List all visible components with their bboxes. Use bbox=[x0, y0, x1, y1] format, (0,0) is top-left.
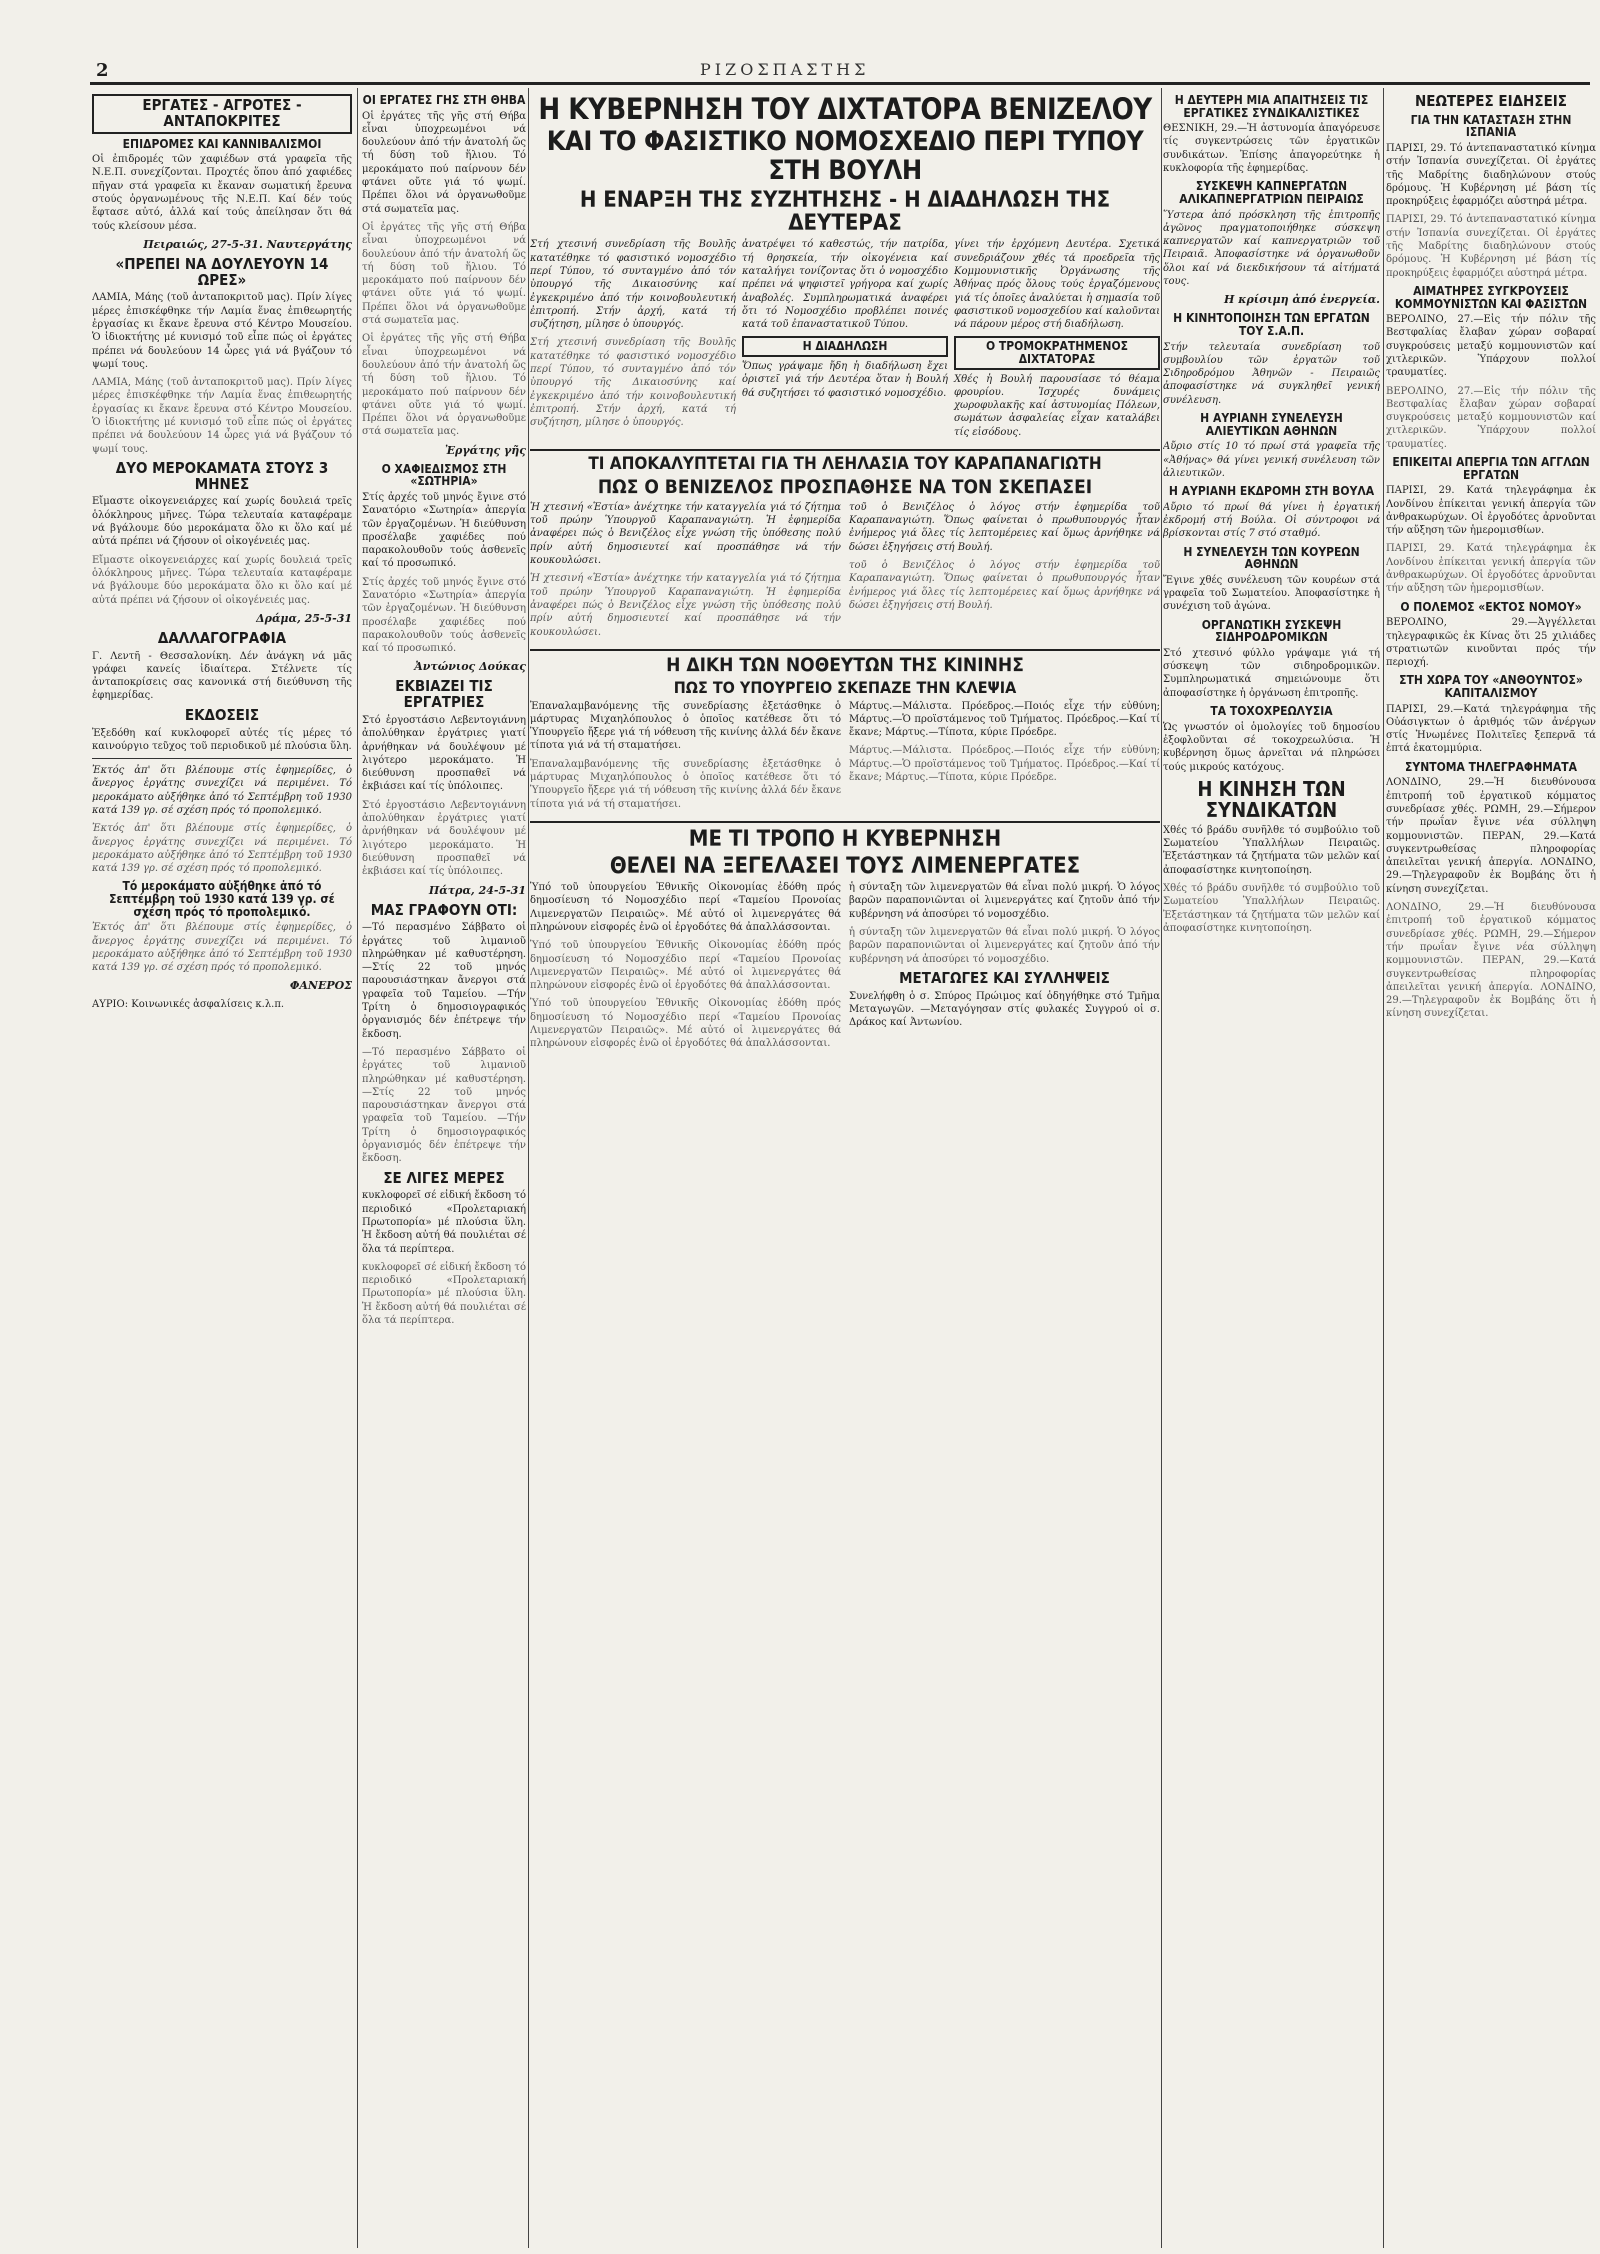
article-body: Στήν τελευταία συνεδρίαση τοῦ συμβουλίου τῶν ἐργατῶν τοῦ Σιδηροδρόμου Ἀθηνῶν - Πειραιῶς ἀποφασίστηκε νά συγκληθεῖ γενική συνέλευση. bbox=[1163, 341, 1380, 406]
article-body: κυκλοφορεῖ σέ εἰδική ἔκδοση τό περιοδικό «Προλεταριακή Πρωτοπορία» μέ πλούσια ὕλη. Ἡ ἔκδοση αὐτή θά πουλιέται σέ ὅλα τά περίπτερα. bbox=[362, 1261, 526, 1327]
article-body: Μάρτυς.—Μάλιστα. Πρόεδρος.—Ποιός εἶχε τήν εὐθύνη; Μάρτυς.—Ὁ προϊστάμενος τοῦ Τμήματος. Πρόεδρος.—Καί τί ἔκανε; Μάρτυς.—Τίποτα, κύριε Πρόεδρε. bbox=[849, 745, 1160, 784]
article-body: Ὅπως γράψαμε ἤδη ἡ διαδήλωση ἔχει ὁριστεῖ γιά τήν Δευτέρα ὅταν ἡ Βουλή θά συζητήσει τό φασιστικό νομοσχέδιο. bbox=[742, 360, 948, 399]
article-body: ἀνατρέψει τό καθεστώς, τήν πατρίδα, τή θρησκεία, τήν οἰκογένεια καί καταλήγει τονίζοντας ὅτι ὁ νομοσχέδιο πρέπει νά ψηφιστεῖ γρήγορα καί χωρίς ἀναβολές. Συμπληρωματικά ἀναφέρει ὅτι τό Νομοσχέδιο προβλέπει ποινές κατά τοῦ ἐπαναστατικοῦ Τύπου. bbox=[742, 239, 948, 331]
article-body: Εἴμαστε οἰκογενειάρχες καί χωρίς δουλειά τρεῖς ὁλόκληρους μῆνες. Τώρα τελευταία καταφέραμε νά βγάλουμε δύο μεροκάματα ὅλο κι ὅλο καί μέ αὐτά πρέπει νά ζήσουν οἱ οἰκογένειές μας. bbox=[92, 496, 352, 548]
article-body: ΠΑΡΙΣΙ, 29. Κατά τηλεγράφημα ἐκ Λονδίνου ἐπίκειται γενική ἀπεργία τῶν ἀνθρακωρύχων. Οἱ ἐργοδότες ἀρνοῦνται τήν αὔξηση τῶν ἡμερομισθίων. bbox=[1386, 485, 1596, 537]
article-body: Ἔγινε χθές συνέλευση τῶν κουρέων στά γραφεῖα τοῦ Σωματείου. Ἀποφασίστηκε ἡ συνέχιση τοῦ ἀγώνα. bbox=[1163, 574, 1380, 613]
article-headline: Η ΚΙΝΗΤΟΠΟΙΗΣΗ ΤΩΝ ΕΡΓΑΤΩΝ ΤΟΥ Σ.Α.Π. bbox=[1173, 311, 1370, 338]
page-number: 2 bbox=[96, 60, 109, 81]
article-body: Οἱ ἐργάτες τῆς γῆς στή Θήβα εἶναι ὑποχρεωμένοι νά δουλεύουν ἀπό τήν ἀνατολή ὥς τή δύση τοῦ ἥλιου. Τό μεροκάματο πού παίρνουν δέν φτάνει οὔτε γιά τό ψωμί. Πρέπει ὅλοι νά ὀργανωθοῦμε στά σωματεῖα μας. bbox=[362, 221, 526, 327]
article-headline: ΤΑ ΤΟΧΟΧΡΕΩΛΥΣΙΑ bbox=[1210, 704, 1333, 719]
article-headline: ΣΕ ΛΙΓΕΣ ΜΕΡΕΣ bbox=[383, 1168, 505, 1187]
article-headline: Ο ΠΟΛΕΜΟΣ «ΕΚΤΟΣ ΝΟΜΟΥ» bbox=[1400, 599, 1582, 614]
article-body: Στίς ἀρχές τοῦ μηνός ἔγινε στό Σανατόριο «Σωτηρία» ἀπεργία τῶν ἐργαζομένων. Ἡ διεύθυνση προσέλαβε χαφιέδες πού παρακολουθοῦν τούς ἀσθενεῖς καί τό προσωπικό. bbox=[362, 576, 526, 655]
article-signature: Πειραιώς, 27-5-31. Ναυτεργάτης bbox=[143, 237, 352, 251]
article-subheading: Ο ΤΡΟΜΟΚΡΑΤΗΜΕΝΟΣ ΔΙΧΤΑΤΟΡΑΣ bbox=[954, 336, 1160, 369]
article-headline: ΣΥΣΚΕΨΗ ΚΑΠΝΕΡΓΑΤΩΝ ΑΛΙΚΑΠΝΕΡΓΑΤΡΙΩΝ ΠΕΙΡΑΙΩΣ bbox=[1179, 179, 1364, 206]
article-headline: ΕΚΒΙΑΖΕΙ ΤΙΣ ΕΡΓΑΤΡΙΕΣ bbox=[395, 677, 493, 712]
article-body: ΠΑΡΙΣΙ, 29.—Κατά τηλεγράφημα τῆς Οὐάσιγκτων ὁ ἀριθμός τῶν ἀνέργων στίς Ἡνωμένες Πολιτεῖες ξεπερνᾶ τά ἑπτά ἑκατομμύρια. bbox=[1386, 703, 1596, 755]
main-subheadline: Η ΕΝΑΡΞΗ ΤΗΣ ΣΥΖΗΤΗΣΗΣ - Η ΔΙΑΔΗΛΩΣΗ ΤΗΣ ΔΕΥΤΕΡΑΣ bbox=[579, 188, 1111, 237]
article-headline: ΟΡΓΑΝΩΤΙΚΗ ΣΥΣΚΕΨΗ ΣΙΔΗΡΟΔΡΟΜΙΚΩΝ bbox=[1201, 617, 1342, 645]
article-body: Ὑπό τοῦ ὑπουργείου Ἐθνικῆς Οἰκονομίας ἐδόθη πρός δημοσίευση τό Νομοσχέδιο περί «Ταμείου Προνοίας Λιμενεργατῶν Πειραιῶς». Μέ αὐτό οἱ λιμενεργάτες θά πληρώνουν εἰσφορές ἐνῶ οἱ ἐργοδότες θά ἀπαλλάσσονται. bbox=[530, 940, 841, 992]
article-headline: Τό μεροκάματο αὐξήθηκε ἀπό τό Σεπτέμβρη τοῦ 1930 κατά 139 γρ. σέ σχέση πρός τό προπολεμικό. bbox=[109, 879, 335, 919]
article-body: ΛΟΝΔΙΝΟ, 29.—Ἡ διευθύνουσα ἐπιτροπή τοῦ ἐργατικοῦ κόμματος συνεδρίασε χθές. ΡΩΜΗ, 29.—Σήμερον τήν πρωΐαν ἔγινε νέα σύλληψη κομμουνιστῶν. ΠΕΡΑΝ, 29.—Κατά συγκεντρωθείσας πληροφορίας ἀπειλεῖται γενική ἀπεργία. ΛΟΝΔΙΝΟ, 29.—Τηλεγραφοῦν ἐκ Βομβάης ὅτι ἡ κίνηση συνεχίζεται. bbox=[1386, 902, 1596, 1020]
article-body: ΠΑΡΙΣΙ, 29. Τό ἀντεπαναστατικό κίνημα στήν Ἰσπανία συνεχίζεται. Οἱ ἐργάτες τῆς Μαδρίτης διαδηλώνουν στούς δρόμους. Ἡ Κυβέρνηση μέ βάση τίς προκηρύξεις ἐφαρμόζει αὐστηρά μέτρα. bbox=[1386, 214, 1596, 279]
article-signature: Η κρίσιμη ἀπό ἐνεργεία. bbox=[1224, 293, 1380, 307]
article-headline: Η ΔΕΥΤΕΡΗ ΜΙΑ ΑΠΑΙΤΗΣΕΙΣ ΤΙΣ ΕΡΓΑΤΙΚΕΣ ΣΥΝΔΙΚΑΛΙΣΤΙΚΕΣ bbox=[1174, 93, 1369, 120]
article-body: Στή χτεσινή συνεδρίαση τῆς Βουλῆς κατατέθηκε τό φασιστικό νομοσχέδιο περί Τύπου, τό συνταγμένο ἀπό τόν ὑπουργό τῆς Δικαιοσύνης καί ἐγκεκριμένο ἀπό τήν κοινοβουλευτική ἐπιτροπή. Στήν ἀρχή, κατά τή συζήτηση, μίλησε ὁ ὑπουργός. bbox=[530, 337, 736, 429]
article-body: Ὑπό τοῦ ὑπουργείου Ἐθνικῆς Οἰκονομίας ἐδόθη πρός δημοσίευση τό Νομοσχέδιο περί «Ταμείου Προνοίας Λιμενεργατῶν Πειραιῶς». Μέ αὐτό οἱ λιμενεργάτες θά πληρώνουν εἰσφορές ἐνῶ οἱ ἐργοδότες θά ἀπαλλάσσονται. bbox=[530, 882, 841, 933]
article-body: Ἐπαναλαμβανόμενης τῆς συνεδρίασης ἐξετάσθηκε ὁ μάρτυρας Μιχαηλόπουλος ὁ ὁποῖος κατέθεσε ὅτι τό Ὑπουργεῖο ἤξερε γιά τή νόθευση τῆς κινίνης ἀλλά δέν ἔκανε τίποτα γιά νά τή σταματήσει. bbox=[530, 758, 841, 810]
article-headline: «ΠΡΕΠΕΙ ΝΑ ΔΟΥΛΕΥΟΥΝ 14 ΩΡΕΣ» bbox=[115, 254, 329, 289]
article-headline: ΕΠΙΚΕΙΤΑΙ ΑΠΕΡΓΙΑ ΤΩΝ ΑΓΓΛΩΝ ΕΡΓΑΤΩΝ bbox=[1392, 455, 1590, 482]
article-body: Ἡ χτεσινή «Ἑστία» ἀνέχτηκε τήν καταγγελία γιά τό ζήτημα τοῦ πρώην Ὑπουργοῦ Καραπαναγιώτη. Ἡ ἐφημερίδα ἀναφέρει πώς ὁ Βενιζέλος εἶχε γνώση τῆς ὑπόθεσης πολύ πρίν αὐτή δημοσιευτεί καί προσπάθησε νά τήν κουκουλώσει. bbox=[530, 501, 841, 567]
article-body: Χθές τό βράδυ συνῆλθε τό συμβούλιο τοῦ Σωματείου Ὑπαλλήλων Πειραιῶς. Ἐξετάστηκαν τά ζητήματα τῶν μελῶν καί ἀποφασίστηκε κινητοποίηση. bbox=[1163, 883, 1380, 934]
article-signature: Πάτρα, 24-5-31 bbox=[428, 883, 526, 897]
column-divider bbox=[1161, 88, 1162, 2248]
article-signature: Δράμα, 25-5-31 bbox=[256, 611, 352, 625]
article-body: Αὔριο τό πρωί θά γίνει ἡ ἐργατική ἐκδρομή στή Βούλα. Οἱ σύντροφοι νά βρίσκονται στίς 7 στό σταθμό. bbox=[1163, 501, 1380, 540]
article-body: ἡ σύνταξη τῶν λιμενεργατῶν θά εἶναι πολύ μικρή. Ὁ λόγος βαρῶν παραπονιῶνται οἱ λιμενεργάτες καί ζητοῦν ἀπό τήν κυβέρνηση νά ἀποσύρει τό νομοσχέδιο. bbox=[849, 882, 1160, 920]
article-body: ΒΕΡΟΛΙΝΟ, 27.—Εἰς τήν πόλιν τῆς Βεστφαλίας ἔλαβαν χώραν σοβαραί συγκρούσεις μεταξύ κομμουνιστῶν καί χιτλερικῶν. Ὑπάρχουν πολλοί τραυματίες. bbox=[1386, 385, 1596, 450]
article-body: —Τό περασμένο Σάββατο οἱ ἐργάτες τοῦ λιμανιοῦ πληρώθηκαν μέ καθυστέρηση. —Στίς 22 τοῦ μηνός παρουσιάστηκαν ἄνεργοι στά γραφεῖα τοῦ Ταμείου. —Τήν Τρίτη ὁ δημοσιογραφικός ὀργανισμός δέν ἐπέτρεψε τήν ἔκδοση. bbox=[362, 922, 526, 1040]
article-body: Ἐπαναλαμβανόμενης τῆς συνεδρίασης ἐξετάσθηκε ὁ μάρτυρας Μιχαηλόπουλος ὁ ὁποῖος κατέθεσε ὅτι τό Ὑπουργεῖο ἤξερε γιά τή νόθευση τῆς κινίνης ἀλλά δέν ἔκανε τίποτα γιά νά τή σταματήσει. bbox=[530, 700, 841, 752]
article-body: Χθές ἡ Βουλή παρουσίασε τό θέαμα φρουρίου. Ἰσχυρές δυνάμεις χωροφυλακῆς καί ἀστυνομίας Πόλεων, σωμάτων ἀσφαλείας εἶχαν καταλάβει τίς εἰσόδους. bbox=[954, 373, 1160, 438]
divider bbox=[530, 449, 1160, 451]
article-headline: Ο ΧΑΦΙΕΔΙΣΜΟΣ ΣΤΗ «ΣΩΤΗΡΙΑ» bbox=[381, 461, 507, 489]
article-headline: ΘΕΛΕΙ ΝΑ ΞΕΓΕΛΑΣΕΙ ΤΟΥΣ ΛΙΜΕΝΕΡΓΑΤΕΣ bbox=[609, 854, 1081, 880]
column-correspondents bbox=[92, 90, 352, 2230]
article-body: ΛΑΜΙΑ, Μάης (τοῦ ἀνταποκριτοῦ μας). Πρίν λίγες μέρες ἐπισκέφθηκε τήν Λαμία ἕνας ἐπιθεωρητής ἐργασίας κι ἔκανε ἔρευνα στό Κέντρο Μουσείου. Ὁ ἰδιοκτήτης μέ κυνισμό τοῦ εἶπε πώς οἱ ἐργάτες πρέπει νά δουλεύουν 14 ὧρες γιά νά βγάζουν τό ψωμί τους. bbox=[92, 377, 352, 455]
article-body: Στίς ἀρχές τοῦ μηνός ἔγινε στό Σανατόριο «Σωτηρία» ἀπεργία τῶν ἐργαζομένων. Ἡ διεύθυνση προσέλαβε χαφιέδες πού παρακολουθοῦν τούς ἀσθενεῖς καί τό προσωπικό. bbox=[362, 491, 526, 570]
article-body: Ὑπό τοῦ ὑπουργείου Ἐθνικῆς Οἰκονομίας ἐδόθη πρός δημοσίευση τό Νομοσχέδιο περί «Ταμείου Προνοίας Λιμενεργατῶν Πειραιῶς». Μέ αὐτό οἱ λιμενεργάτες θά πληρώνουν εἰσφορές ἐνῶ οἱ ἐργοδότες θά ἀπαλλάσσονται. bbox=[530, 998, 841, 1050]
article-headline: ΝΕΩΤΕΡΕΣ ΕΙΔΗΣΕΙΣ bbox=[1414, 92, 1568, 110]
article-headline: Η ΑΥΡΙΑΝΗ ΣΥΝΕΛΕΥΣΗ ΑΛΙΕΥΤΙΚΩΝ ΑΘΗΝΩΝ bbox=[1200, 411, 1343, 438]
article-body: Οἱ ἐργάτες τῆς γῆς στή Θήβα εἶναι ὑποχρεωμένοι νά δουλεύουν ἀπό τήν ἀνατολή ὥς τή δύση τοῦ ἥλιου. Τό μεροκάματο πού παίρνουν δέν φτάνει οὔτε γιά τό ψωμί. Πρέπει ὅλοι νά ὀργανωθοῦμε στά σωματεῖα μας. bbox=[362, 333, 526, 438]
divider bbox=[530, 649, 1160, 651]
article-body: Χθές τό βράδυ συνῆλθε τό συμβούλιο τοῦ Σωματείου Ὑπαλλήλων Πειραιῶς. Ἐξετάστηκαν τά ζητήματα τῶν μελῶν καί ἀποφασίστηκε κινητοποίηση. bbox=[1163, 824, 1380, 876]
article-body: ΛΑΜΙΑ, Μάης (τοῦ ἀνταποκριτοῦ μας). Πρίν λίγες μέρες ἐπισκέφθηκε τήν Λαμία ἕνας ἐπιθεωρητής ἐργασίας κι ἔκανε ἔρευνα στό Κέντρο Μουσείου. Ὁ ἰδιοκτήτης μέ κυνισμό τοῦ εἶπε πώς οἱ ἐργάτες πρέπει νά δουλεύουν 14 ὧρες γιά νά βγάζουν τό ψωμί τους. bbox=[92, 292, 352, 370]
article-body: Στό χτεσινό φύλλο γράψαμε γιά τή σύσκεψη τῶν σιδηροδρομικῶν. Συμπληρωματικά σημειώνουμε ὅτι ἀποφασίστηκε ἡ ὀργάνωση ἐπιτροπῆς. bbox=[1163, 647, 1380, 699]
article-headline: ΜΕ ΤΙ ΤΡΟΠΟ Η ΚΥΒΕΡΝΗΣΗ bbox=[688, 826, 1002, 852]
column-divider bbox=[1383, 88, 1384, 2248]
main-headline: ΚΑΙ ΤΟ ΦΑΣΙΣΤΙΚΟ ΝΟΜΟΣΧΕΔΙΟ ΠΕΡΙ ΤΥΠΟΥ ΣΤΗ ΒΟΥΛΗ bbox=[546, 126, 1144, 186]
article-body: Γ. Λεντῆ - Θεσσαλονίκη. Δέν ἀνάγκη νά μᾶς γράφει κανείς ἰδιαίτερα. Στέλνετε τίς ἀνταποκρίσεις σας κανονικά στή διεύθυνση τῆς ἐφημερίδας. bbox=[92, 650, 352, 702]
section-banner: ΕΡΓΑΤΕΣ - ΑΓΡΟΤΕΣ - ΑΝΤΑΠΟΚΡΙΤΕΣ bbox=[92, 94, 352, 134]
article-headline: ΔΥΟ ΜΕΡΟΚΑΜΑΤΑ ΣΤΟΥΣ 3 ΜΗΝΕΣ bbox=[115, 458, 329, 493]
article-headline: ΣΤΗ ΧΩΡΑ ΤΟΥ «ΑΝΘΟΥΝΤΟΣ» ΚΑΠΙΤΑΛΙΣΜΟΥ bbox=[1399, 673, 1583, 700]
article-body: Οἱ ἐπιδρομές τῶν χαφιέδων στά γραφεῖα τῆς Ν.Ε.Π. συνεχίζονται. Προχτές ὅπου ἀπό χαφιέδες πῆγαν στά γραφεῖα κι ἔκαναν σωματική ἔρευνα στούς ὀργανωμένους τῆς Ν.Ε.Π. Καί δέν τούς ἔφτασε αὐτό, ἀλλά καί τούς ἀπείλησαν ὅτι θά τούς κλείσουν μέσα. bbox=[92, 154, 352, 232]
article-body: ΒΕΡΟΛΙΝΟ, 29.—Ἀγγέλλεται τηλεγραφικῶς ἐκ Κίνας ὅτι 25 χιλιάδες στρατιωτῶν κινοῦνται πρός τήν περιοχή. bbox=[1386, 617, 1596, 669]
article-body: Στή χτεσινή συνεδρίαση τῆς Βουλῆς κατατέθηκε τό φασιστικό νομοσχέδιο περί Τύπου, τό συνταγμένο ἀπό τόν ὑπουργό τῆς Δικαιοσύνης καί ἐγκεκριμένο ἀπό τήν κοινοβουλευτική ἐπιτροπή. Στήν ἀρχή, κατά τή συζήτηση, μίλησε ὁ ὑπουργός. bbox=[530, 239, 736, 331]
article-body: Συνελήφθη ὁ σ. Σπύρος Πρώιμος καί ὁδηγήθηκε στό Τμῆμα Μεταγωγῶν. —Μεταγόγησαν στίς φυλακές Συγγρού οἱ σ. Δράκος καί Ἀντωνίου. bbox=[849, 990, 1160, 1029]
column-workers bbox=[362, 90, 526, 2230]
article-headline: ΕΚΔΟΣΕΙΣ bbox=[184, 705, 260, 724]
article-headline: Η ΚΙΝΗΣΗ ΤΩΝ ΣΥΝΔΙΚΑΤΩΝ bbox=[1197, 776, 1346, 822]
article-headline: ΠΩΣ ΤΟ ΥΠΟΥΡΓΕΙΟ ΣΚΕΠΑΖΕ ΤΗΝ ΚΛΕΨΙΑ bbox=[673, 677, 1017, 697]
article-signature: Ἀντώνιος Δούκας bbox=[414, 660, 526, 674]
article-body: Ὕστερα ἀπό πρόσκληση τῆς ἐπιτροπῆς ἀγῶνος πραγματοποιήθηκε σύσκεψη καπνεργατῶν καί καπνεργατριῶν τοῦ Πειραιᾶ. Ἀποφασίστηκε νά ὀργανωθοῦν ὅλοι καί νά διεκδικήσουν τά αἰτήματά τους. bbox=[1163, 209, 1380, 288]
article-body: Στό ἐργοστάσιο Λεβεντογιάννη ἀπολύθηκαν ἐργάτριες γιατί ἀρνήθηκαν νά δουλέψουν μέ λιγότερο μεροκάματο. Ἡ διεύθυνση προσπαθεῖ νά ἐκβιάσει καί τίς ὑπόλοιπες. bbox=[362, 799, 526, 878]
article-body: Ἡ χτεσινή «Ἑστία» ἀνέχτηκε τήν καταγγελία γιά τό ζήτημα τοῦ πρώην Ὑπουργοῦ Καραπαναγιώτη. Ἡ ἐφημερίδα ἀναφέρει πώς ὁ Βενιζέλος εἶχε γνώση τῆς ὑπόθεσης πολύ πρίν αὐτή δημοσιευτεί καί προσπάθησε νά τήν κουκουλώσει. bbox=[530, 573, 841, 638]
article-body: ΛΟΝΔΙΝΟ, 29.—Ἡ διευθύνουσα ἐπιτροπή τοῦ ἐργατικοῦ κόμματος συνεδρίασε χθές. ΡΩΜΗ, 29.—Σήμερον τήν πρωΐαν ἔγινε νέα σύλληψη κομμουνιστῶν. ΠΕΡΑΝ, 29.—Κατά συγκεντρωθείσας πληροφορίας ἀπειλεῖται γενική ἀπεργία. ΛΟΝΔΙΝΟ, 29.—Τηλεγραφοῦν ἐκ Βομβάης ὅτι ἡ κίνηση συνεχίζεται. bbox=[1386, 777, 1596, 895]
article-body: Στό ἐργοστάσιο Λεβεντογιάννη ἀπολύθηκαν ἐργάτριες γιατί ἀρνήθηκαν νά δουλέψουν μέ λιγότερο μεροκάματο. Ἡ διεύθυνση προσπαθεῖ νά ἐκβιάσει καί τίς ὑπόλοιπες. bbox=[362, 714, 526, 793]
article-body: Μάρτυς.—Μάλιστα. Πρόεδρος.—Ποιός εἶχε τήν εὐθύνη; Μάρτυς.—Ὁ προϊστάμενος τοῦ Τμήματος. Πρόεδρος.—Καί τί ἔκανε; Μάρτυς.—Τίποτα, κύριε Πρόεδρε. bbox=[849, 700, 1160, 739]
article-signature: ΦΑΝΕΡΟΣ bbox=[289, 979, 352, 993]
article-headline: ΣΥΝΤΟΜΑ ΤΗΛΕΓΡΑΦΗΜΑΤΑ bbox=[1405, 759, 1577, 774]
article-body: ΠΑΡΙΣΙ, 29. Κατά τηλεγράφημα ἐκ Λονδίνου ἐπίκειται γενική ἀπεργία τῶν ἀνθρακωρύχων. Οἱ ἐργοδότες ἀρνοῦνται τήν αὔξηση τῶν ἡμερομισθίων. bbox=[1386, 543, 1596, 595]
article-headline: Η ΑΥΡΙΑΝΗ ΕΚΔΡΟΜΗ ΣΤΗ ΒΟΥΛΑ bbox=[1168, 484, 1375, 499]
article-signature: Ἐργάτης γῆς bbox=[444, 443, 526, 457]
column-unions bbox=[1163, 90, 1380, 2230]
column-divider bbox=[357, 88, 358, 2248]
article-body: Ὡς γνωστόν οἱ ὁμολογίες τοῦ δημοσίου ἐξοφλοῦνται σέ τοκοχρεωλύσια. Ἡ κυβέρνηση ὅμως ἀρνεῖται νά πληρώσει τούς μικρούς κατόχους. bbox=[1163, 721, 1380, 773]
article-body: ΑΥΡΙΟ: Κοινωνικές ἀσφαλίσεις κ.λ.π. bbox=[92, 999, 285, 1011]
divider bbox=[530, 821, 1160, 823]
article-body: Ἐκτός ἀπ' ὅτι βλέπουμε στίς ἐφημερίδες, ὁ ἄνεργος ἐργάτης συνεχίζει νά περιμένει. Τό μεροκάματο αὐξήθηκε ἀπό τό Σεπτέμβρη τοῦ 1930 κατά 139 γρ. σέ σχέση πρός τό προπολεμικό. bbox=[92, 765, 352, 816]
article-body: ΘΕΣΝΙΚΗ, 29.—Ἡ ἀστυνομία ἀπαγόρευσε τίς συγκεντρώσεις τῶν ἐργατικῶν συνδικάτων. Ἐπίσης ἀπαγορεύτηκε ἡ κυκλοφορία τῆς ἐφημερίδας. bbox=[1163, 123, 1380, 175]
article-body: Αὔριο στίς 10 τό πρωί στά γραφεῖα τῆς «Ἀθήνας» θά γίνει γενική συνέλευση τῶν ἀλιευτικῶν. bbox=[1163, 441, 1380, 479]
masthead bbox=[0, 0, 1600, 81]
article-headline: ΓΙΑ ΤΗΝ ΚΑΤΑΣΤΑΣΗ ΣΤΗΝ ΙΣΠΑΝΙΑ bbox=[1410, 112, 1572, 140]
article-headline: Η ΔΙΚΗ ΤΩΝ ΝΟΘΕΥΤΩΝ ΤΗΣ ΚΙΝΙΝΗΣ bbox=[666, 653, 1024, 676]
article-headline: ΜΑΣ ΓΡΑΦΟΥΝ ΟΤΙ: bbox=[370, 900, 518, 919]
article-headline: ΕΠΙΔΡΟΜΕΣ ΚΑΙ ΚΑΝΝΙΒΑΛΙΣΜΟΙ bbox=[122, 136, 322, 151]
article-headline: ΔΑΛΛΑΓΟΓΡΑΦΙΑ bbox=[157, 628, 287, 647]
article-body: Ἐκτός ἀπ' ὅτι βλέπουμε στίς ἐφημερίδες, ὁ ἄνεργος ἐργάτης συνεχίζει νά περιμένει. Τό μεροκάματο αὐξήθηκε ἀπό τό Σεπτέμβρη τοῦ 1930 κατά 139 γρ. σέ σχέση πρός τό προπολεμικό. bbox=[92, 823, 352, 875]
column-latest-news bbox=[1386, 90, 1596, 2230]
paper-name: ΡΙΖΟΣΠΑΣΤΗΣ bbox=[700, 60, 870, 79]
article-body: γίνει τήν ἐρχόμενη Δευτέρα. Σχετικά συνεδριάζουν χθές τά προεδρεῖα τῆς Κομμουνιστικῆς Ὀργάνωσης τῆς Ἀθήνας πρός ὅλους τούς ἐργαζόμενους γιά τίς ὁποῖες ἀναλύεται ἡ σημασία τοῦ φασιστικοῦ νομοσχεδίου καί καλοῦνται νά πάρουν μέρος στή διαδήλωση. bbox=[954, 239, 1160, 331]
article-headline: ΠΩΣ Ο ΒΕΝΙΖΕΛΟΣ ΠΡΟΣΠΑΘΗΣΕ ΝΑ ΤΟΝ ΣΚΕΠΑΣΕΙ bbox=[597, 475, 1093, 498]
article-headline: Η ΣΥΝΕΛΕΥΣΗ ΤΩΝ ΚΟΥΡΕΩΝ ΑΘΗΝΩΝ bbox=[1183, 544, 1360, 572]
article-body: Οἱ ἐργάτες τῆς γῆς στή Θήβα εἶναι ὑποχρεωμένοι νά δουλεύουν ἀπό τήν ἀνατολή ὥς τή δύση τοῦ ἥλιου. Τό μεροκάματο πού παίρνουν δέν φτάνει οὔτε γιά τό ψωμί. Πρέπει ὅλοι νά ὀργανωθοῦμε στά σωματεῖα μας. bbox=[362, 110, 526, 215]
article-body: Ἐκτός ἀπ' ὅτι βλέπουμε στίς ἐφημερίδες, ὁ ἄνεργος ἐργάτης συνεχίζει νά περιμένει. Τό μεροκάματο αὐξήθηκε ἀπό τό Σεπτέμβρη τοῦ 1930 κατά 139 γρ. σέ σχέση πρός τό προπολεμικό. bbox=[92, 922, 352, 974]
article-headline: ΜΕΤΑΓΩΓΕΣ ΚΑΙ ΣΥΛΛΗΨΕΙΣ bbox=[899, 968, 1110, 987]
article-body: κυκλοφορεῖ σέ εἰδική ἔκδοση τό περιοδικό «Προλεταριακή Πρωτοπορία» μέ πλούσια ὕλη. Ἡ ἔκδοση αὐτή θά πουλιέται σέ ὅλα τά περίπτερα. bbox=[362, 1190, 526, 1255]
column-divider bbox=[528, 88, 529, 2248]
article-subheading: Η ΔΙΑΔΗΛΩΣΗ bbox=[742, 336, 948, 357]
main-headline: Η ΚΥΒΕΡΝΗΣΗ ΤΟΥ ΔΙΧΤΑΤΟΡΑ ΒΕΝΙΖΕΛΟΥ bbox=[538, 92, 1152, 126]
article-body: ΒΕΡΟΛΙΝΟ, 27.—Εἰς τήν πόλιν τῆς Βεστφαλίας ἔλαβαν χώραν σοβαραί συγκρούσεις μεταξύ κομμουνιστῶν καί χιτλερικῶν. Ὑπάρχουν πολλοί τραυματίες. bbox=[1386, 314, 1596, 379]
top-rule bbox=[90, 82, 1590, 85]
column-main-story bbox=[530, 90, 1160, 2230]
divider bbox=[92, 758, 352, 759]
article-body: τοῦ ὁ Βενιζέλος ὁ λόγος στήν ἐφημερίδα τοῦ Καραπαναγιώτη. Ὅπως φαίνεται ὁ πρωθυπουργός ἦταν ἐνήμερος γιά ὅλες τίς λεπτομέρειες καί ὅμως ἀρνήθηκε νά δώσει ἐξηγήσεις στή Βουλή. bbox=[849, 501, 1160, 553]
article-body: τοῦ ὁ Βενιζέλος ὁ λόγος στήν ἐφημερίδα τοῦ Καραπαναγιώτη. Ὅπως φαίνεται ὁ πρωθυπουργός ἦταν ἐνήμερος γιά ὅλες τίς λεπτομέρειες καί ὅμως ἀρνήθηκε νά δώσει ἐξηγήσεις στή Βουλή. bbox=[849, 560, 1160, 611]
article-body: ΠΑΡΙΣΙ, 29. Τό ἀντεπαναστατικό κίνημα στήν Ἰσπανία συνεχίζεται. Οἱ ἐργάτες τῆς Μαδρίτης διαδηλώνουν στούς δρόμους. Ἡ Κυβέρνηση μέ βάση τίς προκηρύξεις ἐφαρμόζει αὐστηρά μέτρα. bbox=[1386, 142, 1596, 208]
article-body: ἡ σύνταξη τῶν λιμενεργατῶν θά εἶναι πολύ μικρή. Ὁ λόγος βαρῶν παραπονιῶνται οἱ λιμενεργάτες καί ζητοῦν ἀπό τήν κυβέρνηση νά ἀποσύρει τό νομοσχέδιο. bbox=[849, 927, 1160, 965]
article-body: Ἐξεδόθη καί κυκλοφορεῖ αὐτές τίς μέρες τό καινούργιο τεῦχος τοῦ περιοδικοῦ μέ πλούσια ὕλη. bbox=[92, 727, 352, 752]
article-headline: ΤΙ ΑΠΟΚΑΛΥΠΤΕΤΑΙ ΓΙΑ ΤΗ ΛΕΗΛΑΣΙΑ ΤΟΥ ΚΑΡΑΠΑΝΑΓΙΩΤΗ bbox=[588, 454, 1102, 475]
article-headline: ΑΙΜΑΤΗΡΕΣ ΣΥΓΚΡΟΥΣΕΙΣ ΚΟΜΜΟΥΝΙΣΤΩΝ ΚΑΙ ΦΑΣΙΣΤΩΝ bbox=[1394, 283, 1588, 311]
article-body: —Τό περασμένο Σάββατο οἱ ἐργάτες τοῦ λιμανιοῦ πληρώθηκαν μέ καθυστέρηση. —Στίς 22 τοῦ μηνός παρουσιάστηκαν ἄνεργοι στά γραφεῖα τοῦ Ταμείου. —Τήν Τρίτη ὁ δημοσιογραφικός ὀργανισμός δέν ἐπέτρεψε τήν ἔκδοση. bbox=[362, 1046, 526, 1165]
article-headline: ΟΙ ΕΡΓΑΤΕΣ ΓΗΣ ΣΤΗ ΘΗΒΑ bbox=[362, 93, 526, 107]
article-body: Εἴμαστε οἰκογενειάρχες καί χωρίς δουλειά τρεῖς ὁλόκληρους μῆνες. Τώρα τελευταία καταφέραμε νά βγάλουμε δύο μεροκάματα ὅλο κι ὅλο καί μέ αὐτά πρέπει νά ζήσουν οἱ οἰκογένειές μας. bbox=[92, 554, 352, 606]
